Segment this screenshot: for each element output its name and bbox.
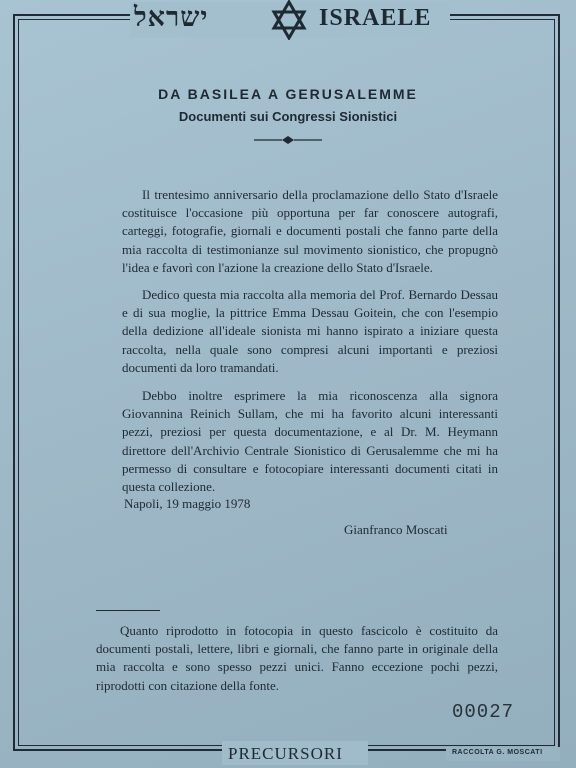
footer-series: PRECURSORI: [228, 744, 343, 763]
paragraph-acknowledgements: Debbo inoltre esprimere la mia riconoscenza alla signora Giovannina Reinich Sullam, che mi ha favorito alcuni interessanti pezzi, preziosi per questa documentazione, e al Dr. M. Heymann direttore dell'Archivio Centrale Sionistico di Gerusalemme che mi ha permesso di consultare e fotocopiare interessanti documenti citati in questa collezione.: [122, 388, 498, 495]
place-date: Napoli, 19 maggio 1978: [124, 496, 251, 511]
hebrew-title: ישראל: [134, 2, 209, 32]
footnote-rule: [96, 610, 160, 611]
star-of-david-icon: [271, 0, 307, 40]
ornament-divider-icon: [254, 135, 322, 145]
page-subtitle: Documenti sui Congressi Sionistici: [178, 109, 398, 124]
latin-title: ISRAELE: [319, 5, 432, 31]
footnote: Quanto riprodotto in fotocopia in questo fascicolo è costituito da documenti postali, lettere, libri e giornali, che fanno parte in originale della mia raccolta e sono spesso pezzi unici. Fanno eccezione pochi pezzi, riprodotti con citazione della fonte.: [96, 623, 498, 693]
page-title: DA BASILEA A GERUSALEMME: [158, 86, 418, 102]
paragraph-dedication: Dedico questa mia raccolta alla memoria del Prof. Bernardo Dessau e di sua moglie, la pittrice Emma Dessau Goitein, che con l'esempio della dedizione all'ideale sionista mi hanno ispirato a iniziare questa raccolta, nella quale sono compresi alcuni importanti e preziosi documenti da loro tramandati.: [122, 287, 498, 375]
paragraph-anniversary: Il trentesimo anniversario della proclamazione dello Stato d'Israele costituisce l'occasione più opportuna per far conoscere autografi, carteggi, fotografie, giornali e documenti postali che fanno parte della mia raccolta di testimonianze sul movimento sionistico, che propugnò l'idea e favorì con l'azione la creazione dello Stato d'Israele.: [122, 187, 498, 275]
footer-collection: RACCOLTA G. MOSCATI: [452, 749, 543, 756]
page-number: 00027: [452, 701, 515, 723]
signature: Gianfranco Moscati: [344, 522, 448, 537]
